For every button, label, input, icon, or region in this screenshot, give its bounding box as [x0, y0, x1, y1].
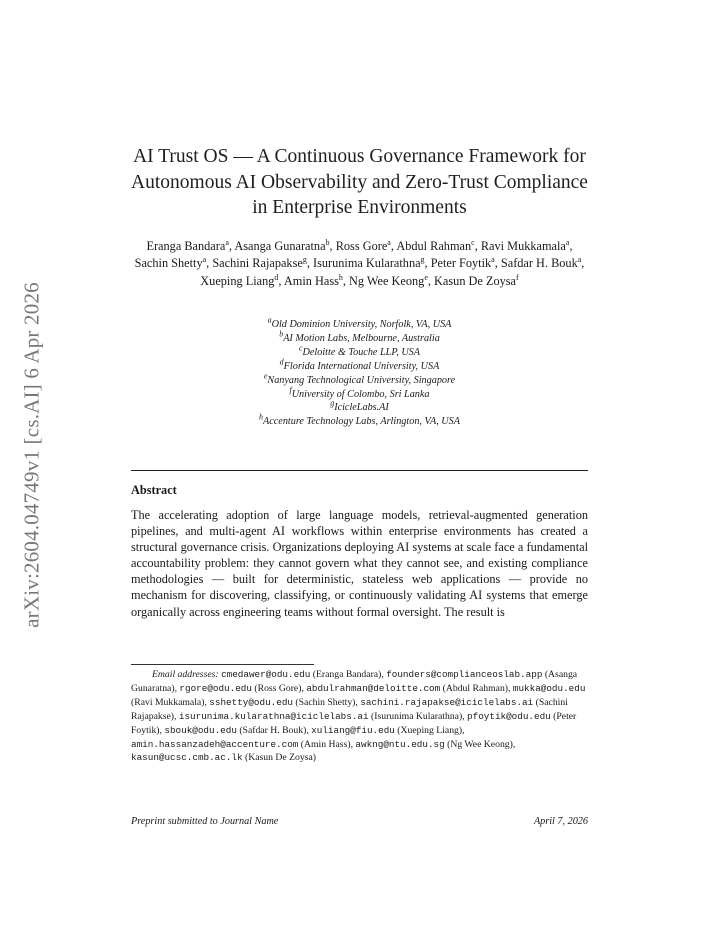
affiliation-mark: e: [424, 272, 428, 282]
author-name: [284, 274, 343, 288]
email-owner: (Abdul Rahman): [442, 682, 509, 694]
affiliation: [131, 343, 588, 360]
author-name-text: Kasun De Zoysa: [434, 273, 517, 288]
email-address[interactable]: amin.hassanzadeh@accenture.com: [131, 738, 299, 750]
affiliation-text: Accenture Technology Labs, Arlington, VA, USA: [263, 416, 460, 428]
affiliation: [131, 412, 588, 429]
affiliation-mark: c: [471, 237, 475, 247]
author-list: Eranga Bandara$^a$, Asanga Gunaratna$^b$, Ross Gore$^a$, Abdul Rahman$^c$, Ravi Mukkamala$^a$, Sachin Shetty$^a$, Sachini Rajapakse$^g$, Isurunima Kularathna$^g$, Peter Foytik$^a$, Safdar H. Bouk$^a$, Xueping Liang$^d$, Amin Hass$^h$, Ng Wee Keong$^e$, Kasun De Zoysa$^f$: [134, 237, 585, 288]
abstract-top-rule: [131, 470, 588, 471]
email-owner: (Kasun De Zoysa): [245, 752, 317, 764]
author-name-text: Sachin Shetty: [134, 256, 203, 271]
author-name-text: Amin Hass: [283, 273, 339, 288]
affiliation-mark: e: [263, 371, 268, 381]
author-name-text: Peter Foytik: [430, 256, 492, 271]
author-name: [234, 239, 329, 253]
affiliation: [131, 315, 588, 332]
affiliation-mark: a: [387, 237, 391, 247]
email-address[interactable]: awkng@ntu.edu.sg: [355, 738, 445, 750]
affiliation-mark: d: [279, 357, 284, 367]
author-name-text: Safdar H. Bouk: [500, 256, 578, 271]
email-address[interactable]: founders@complianceoslab.app: [386, 669, 543, 680]
author-name: [349, 274, 428, 288]
affiliation-text: IcicleLabs.AI: [334, 402, 389, 414]
email-owner: (Xueping Liang): [397, 724, 463, 736]
email-owner: (Eranga Bandara): [312, 669, 382, 680]
email-address[interactable]: isurunima.kularathna@iciclelabs.ai: [178, 710, 369, 722]
author-name: [396, 239, 474, 253]
email-address[interactable]: cmedawer@odu.edu: [221, 669, 311, 680]
author-name: [336, 239, 391, 253]
email-owner: (Sachini Rajapakse): [131, 696, 568, 722]
abstract-heading: Abstract: [131, 483, 177, 497]
submission-date: April 7, 2026: [533, 816, 588, 827]
affiliation-mark: b: [325, 237, 330, 247]
author-name: [313, 256, 425, 270]
author-name-text: Asanga Gunaratna: [234, 239, 326, 253]
affiliation-mark: f: [516, 272, 519, 282]
author-name: [501, 256, 581, 270]
email-address[interactable]: sshetty@odu.edu: [209, 696, 293, 708]
author-name-text: Abdul Rahman: [396, 239, 472, 253]
affiliation-mark: g: [302, 255, 307, 265]
affiliation-mark: g: [330, 399, 335, 409]
affiliation-text: Florida International University, USA: [283, 360, 440, 372]
email-address[interactable]: abdulrahman@deloitte.com: [306, 682, 441, 694]
author-name-text: Ravi Mukkamala: [480, 239, 566, 253]
author-name: [135, 256, 207, 270]
email-address[interactable]: mukka@odu.edu: [512, 682, 586, 694]
affiliation-text: Nanyang Technological University, Singapore: [267, 374, 456, 386]
affiliation-mark: d: [274, 272, 279, 282]
author-name-text: Isurunima Kularathna: [312, 256, 421, 271]
author-name-text: Ng Wee Keong: [349, 273, 425, 288]
author-name: [481, 239, 570, 253]
affiliation-mark: h: [338, 272, 343, 282]
author-name: [434, 274, 519, 288]
paper-title: AI Trust OS — A Continuous Governance Framework for Autonomous AI Observability and Zero-Trust Compliance in Enterprise Environments: [131, 146, 588, 218]
affiliation-text: Deloitte & Touche LLP, USA: [302, 346, 420, 358]
affiliation: [131, 385, 588, 402]
email-address[interactable]: rgore@odu.edu: [179, 682, 252, 694]
affiliation-mark: c: [298, 343, 303, 353]
email-address[interactable]: kasun@ucsc.cmb.ac.lk: [131, 752, 243, 764]
email-owner: (Ng Wee Keong): [447, 738, 513, 750]
affiliation-mark: a: [225, 237, 229, 247]
email-address[interactable]: xuliang@fiu.edu: [311, 724, 395, 736]
author-name: [212, 256, 307, 270]
email-owner: (Safdar H. Bouk): [239, 724, 307, 736]
author-name: [146, 239, 228, 253]
email-footnote: Email addresses: cmedawer@odu.edu (Eranga Bandara), founders@complianceoslab.app (Asanga Gunaratna), rgore@odu.edu (Ross Gore), abdulrahman@deloitte.com (Abdul Rahman), mukka@odu.edu (Ravi Mukkamala), sshetty@odu.edu (Sachin Shetty), sachini.rajapakse@iciclelabs.ai (Sachini Rajapakse), isurunima.kularathna@iciclelabs.ai (Isurunima Kularathna), pfoytik@odu.edu (Peter Foytik), sbouk@odu.edu (Safdar H. Bouk), xuliang@fiu.edu (Xueping Liang), amin.hassanzadeh@accenture.com (Amin Hass), awkng@ntu.edu.sg (Ng Wee Keong), kasun@ucsc.cmb.ac.lk (Kasun De Zoysa): [131, 669, 586, 764]
arxiv-identifier: arXiv:2604.04749v1 [cs.AI] 6 Apr 2026: [19, 282, 44, 628]
author-name-text: Xueping Liang: [200, 273, 275, 288]
author-name-text: Eranga Bandara: [146, 239, 226, 253]
email-address[interactable]: sbouk@odu.edu: [164, 724, 237, 736]
abstract-body: The accelerating adoption of large language models, retrieval-augmented generation pipelines, and multi-agent AI workflows within enterprise environments has created a structural governance crisis. Organizations deploying AI systems at scale face a fundamental accountability problem: they cannot govern what they cannot see, and existing compliance methodologies — built for deterministic, stateless web applications — provide no mechanism for discovering, classifying, or continuously validating AI systems that emerge organically across engineering teams without formal oversight. The result is: [131, 508, 588, 619]
affiliation: [131, 401, 588, 415]
email-owner: (Peter Foytik): [131, 710, 577, 736]
affiliation-mark: g: [420, 255, 425, 265]
affiliation-mark: a: [267, 315, 272, 325]
affiliation: [131, 329, 588, 346]
email-owner: (Asanga Gunaratna): [131, 669, 578, 694]
affiliation-text: Old Dominion University, Norfolk, VA, USA: [271, 319, 452, 330]
email-owner: (Amin Hass): [300, 738, 351, 750]
affiliation-text: AI Motion Labs, Melbourne, Australia: [283, 332, 440, 344]
author-name: [200, 274, 278, 288]
preprint-note: Preprint submitted to Journal Name: [131, 816, 279, 827]
email-owner: (Sachin Shetty): [295, 696, 356, 708]
email-owner: (Ravi Mukkamala): [131, 696, 205, 708]
affiliation: [131, 371, 588, 388]
footnote-lead: Email addresses:: [152, 669, 219, 680]
affiliation-mark: a: [577, 255, 582, 265]
affiliation-mark: b: [279, 329, 284, 339]
footnote-rule: [131, 664, 314, 665]
author-name: [431, 256, 495, 270]
affiliation-text: University of Colombo, Sri Lanka: [291, 388, 430, 400]
affiliation-mark: a: [565, 237, 570, 247]
email-owner: (Ross Gore): [254, 682, 302, 694]
email-owner: (Isurunima Kularathna): [371, 710, 463, 722]
affiliation: [131, 357, 588, 374]
author-name-text: Ross Gore: [335, 239, 388, 253]
email-address[interactable]: sachini.rajapakse@iciclelabs.ai: [360, 696, 534, 708]
email-address[interactable]: pfoytik@odu.edu: [467, 710, 551, 722]
affiliation-mark: f: [289, 385, 292, 395]
affiliation-list: [131, 315, 588, 429]
author-name-text: Sachini Rajapakse: [212, 256, 303, 271]
affiliation-mark: h: [259, 412, 264, 422]
affiliation-mark: a: [491, 255, 495, 265]
affiliation-mark: a: [202, 255, 207, 265]
